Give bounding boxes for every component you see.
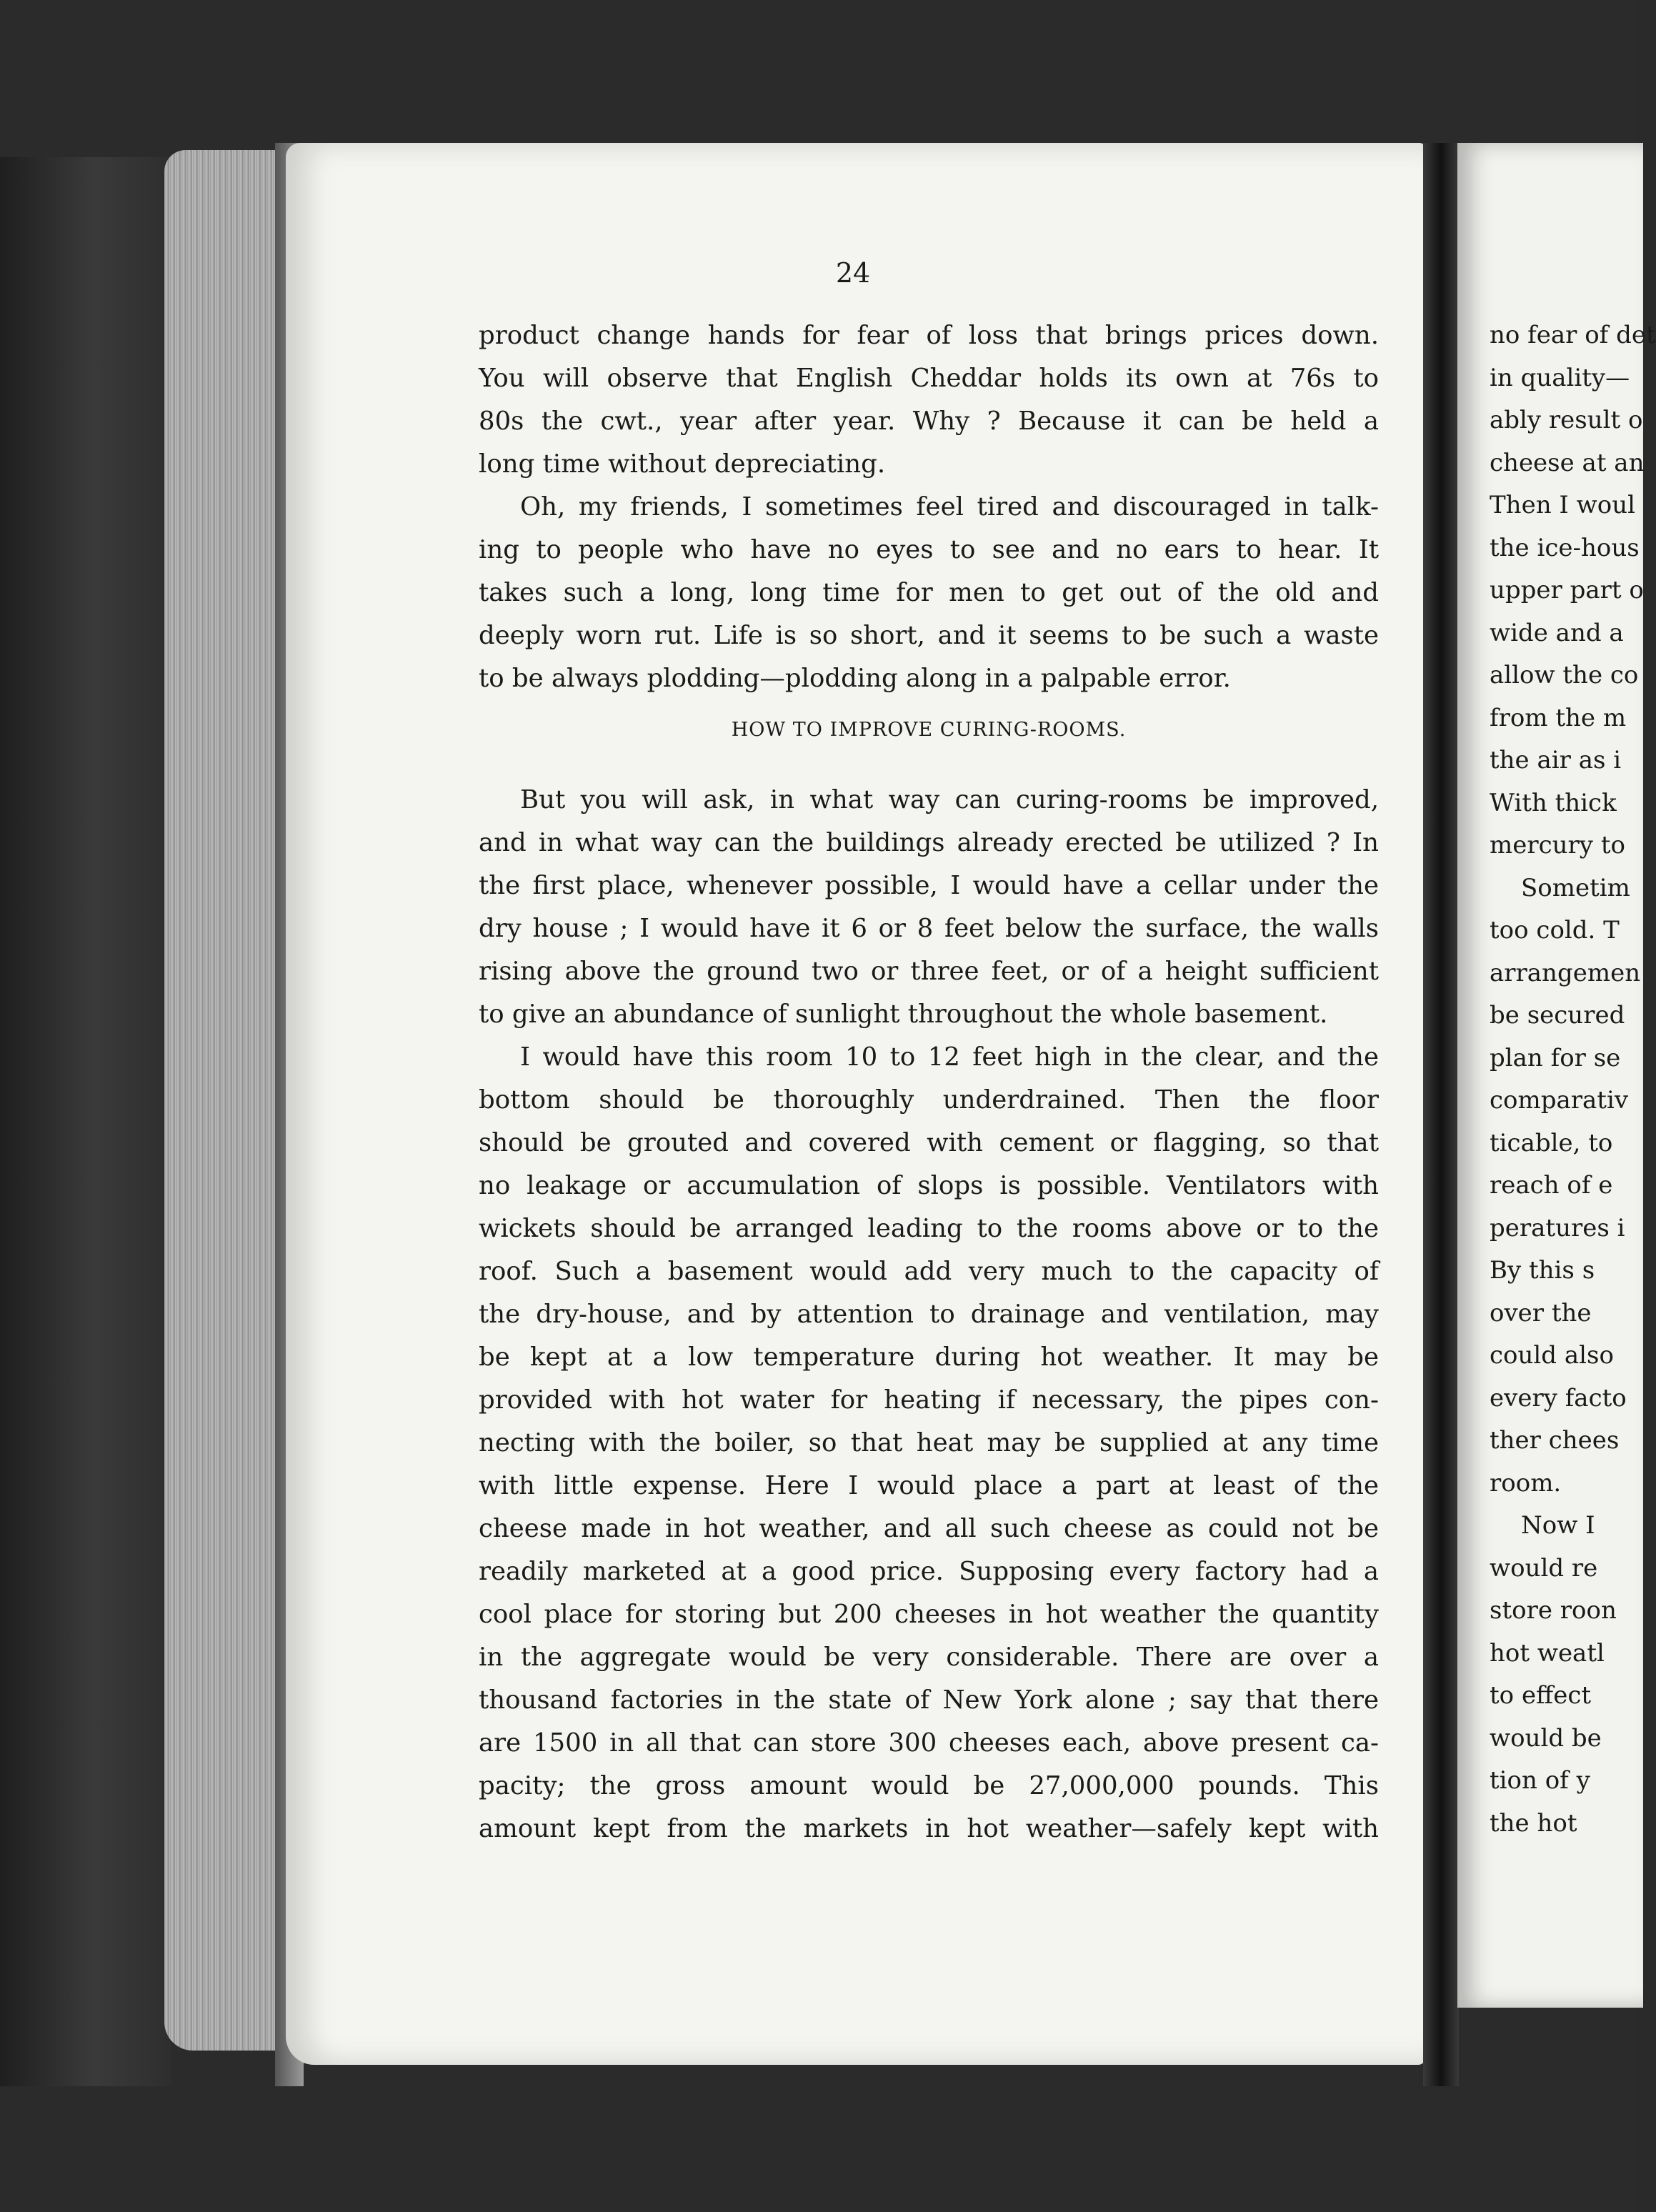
page-body <box>479 314 1379 1850</box>
right-page-line: too cold. T <box>1490 916 1620 945</box>
text-line: no leakage or accumulation of slops is possible. Ventilators with <box>479 1171 1379 1200</box>
text-line: in the aggregate would be very considerable. There are over a <box>479 1643 1379 1672</box>
right-page-line: could also <box>1490 1341 1614 1370</box>
right-page-line: would be <box>1490 1723 1602 1753</box>
text-line: cool place for storing but 200 cheeses in hot weather the quantity <box>479 1600 1379 1629</box>
paragraph <box>479 1036 1379 1850</box>
right-page-line: By this s <box>1490 1256 1595 1285</box>
right-page-line: arrangemen <box>1490 958 1641 987</box>
paragraph <box>479 314 1379 486</box>
text-line: pacity; the gross amount would be 27,000,000 pounds. This <box>479 1771 1379 1800</box>
text-line: takes such a long, long time for men to get out of the old and <box>479 578 1379 607</box>
right-page-line: allow the co <box>1490 661 1639 689</box>
right-page-line: be secured <box>1490 1001 1625 1030</box>
right-page-line: store roon <box>1490 1596 1617 1625</box>
right-page-line: ticable, to <box>1490 1128 1613 1157</box>
right-page-line: plan for se <box>1490 1043 1621 1072</box>
right-page-text <box>1490 314 1656 1845</box>
text-line: bottom should be thoroughly underdrained. Then the floor <box>479 1085 1379 1115</box>
right-page-line: every facto <box>1490 1383 1627 1413</box>
right-page-line: room. <box>1490 1468 1562 1498</box>
right-page-line: peratures i <box>1490 1213 1625 1242</box>
text-line: wickets should be arranged leading to the rooms above or to the <box>479 1214 1379 1243</box>
text-line: roof. Such a basement would add very much to the capacity of <box>479 1257 1379 1286</box>
page-number-text: 24 <box>835 257 871 289</box>
right-page-line: ther chees <box>1490 1426 1620 1455</box>
right-page-line: the air as i <box>1490 746 1622 774</box>
text-line: amount kept from the markets in hot weather—safely kept with <box>479 1814 1379 1843</box>
text-line: dry house ; I would have it 6 or 8 feet below the surface, the walls <box>479 914 1379 943</box>
right-page-line: With thick <box>1490 788 1617 817</box>
text-line: to give an abundance of sunlight throughout the whole basement. <box>479 1000 1328 1029</box>
right-page-line: reach of e <box>1490 1171 1613 1200</box>
right-page-line: in quality— <box>1490 363 1630 392</box>
text-line: be kept at a low temperature during hot weather. It may be <box>479 1342 1379 1372</box>
paragraph <box>479 779 1379 1036</box>
page-edges <box>164 150 289 2051</box>
right-page-line: wide and a <box>1490 618 1624 647</box>
text-line: ing to people who have no eyes to see and no ears to hear. It <box>479 535 1379 564</box>
right-page-line: tion of y <box>1490 1766 1590 1795</box>
right-page-line: the hot <box>1490 1808 1577 1838</box>
right-page-line: Then I woul <box>1490 491 1635 519</box>
right-page-line: from the m <box>1490 703 1627 732</box>
right-page-line: Sometim <box>1521 873 1630 902</box>
section-heading: HOW TO IMPROVE CURING-ROOMS. <box>731 719 1127 741</box>
text-line: are 1500 in all that can store 300 cheeses each, above present ca- <box>479 1728 1379 1758</box>
text-line: and in what way can the buildings already erected be utilized ? In <box>479 828 1379 857</box>
right-page-line: over the <box>1490 1298 1592 1327</box>
right-page-line: no fear of det <box>1490 321 1656 349</box>
text-line: readily marketed at a good price. Supposing every factory had a <box>479 1557 1379 1586</box>
right-page-line: comparativ <box>1490 1086 1629 1115</box>
book-cover <box>0 157 171 2086</box>
text-line: product change hands for fear of loss that brings prices down. <box>479 321 1379 350</box>
text-line: thousand factories in the state of New York alone ; say that there <box>479 1685 1379 1715</box>
right-page-line: would re <box>1490 1553 1598 1583</box>
paragraph <box>479 486 1379 700</box>
text-line: But you will ask, in what way can curing-rooms be improved, <box>520 785 1379 814</box>
text-line: cheese made in hot weather, and all such cheese as could not be <box>479 1514 1379 1543</box>
right-page-line: hot weatl <box>1490 1638 1605 1668</box>
center-fold <box>1423 143 1459 2086</box>
right-page-line: upper part o <box>1490 576 1644 604</box>
right-page-line: cheese at an <box>1490 448 1645 477</box>
page-number <box>0 257 1635 289</box>
right-page-line: ably result o <box>1490 406 1643 434</box>
text-line: deeply worn rut. Life is so short, and it seems to be such a waste <box>479 621 1379 650</box>
right-page-line: to effect <box>1490 1681 1592 1710</box>
text-line: provided with hot water for heating if necessary, the pipes con- <box>479 1385 1379 1415</box>
text-line: You will observe that English Cheddar holds its own at 76s to <box>479 364 1379 393</box>
text-line: long time without depreciating. <box>479 449 886 479</box>
text-line: the dry-house, and by attention to drainage and ventilation, may <box>479 1300 1379 1329</box>
text-line: the first place, whenever possible, I would have a cellar under the <box>479 871 1379 900</box>
text-line: necting with the boiler, so that heat may be supplied at any time <box>479 1428 1379 1458</box>
text-line: with little expense. Here I would place a part at least of the <box>479 1471 1379 1500</box>
text-line: to be always plodding—plodding along in a palpable error. <box>479 664 1231 693</box>
right-page-line: mercury to <box>1490 831 1625 860</box>
text-line: 80s the cwt., year after year. Why ? Because it can be held a <box>479 407 1379 436</box>
right-page-line: Now I <box>1521 1511 1595 1540</box>
text-line: should be grouted and covered with cement or flagging, so that <box>479 1128 1379 1157</box>
text-line: I would have this room 10 to 12 feet high in the clear, and the <box>520 1042 1379 1072</box>
right-page-line: the ice-hous <box>1490 533 1640 562</box>
text-line: Oh, my friends, I sometimes feel tired and discouraged in talk- <box>520 492 1379 522</box>
text-line: rising above the ground two or three feet, or of a height sufficient <box>479 957 1379 986</box>
